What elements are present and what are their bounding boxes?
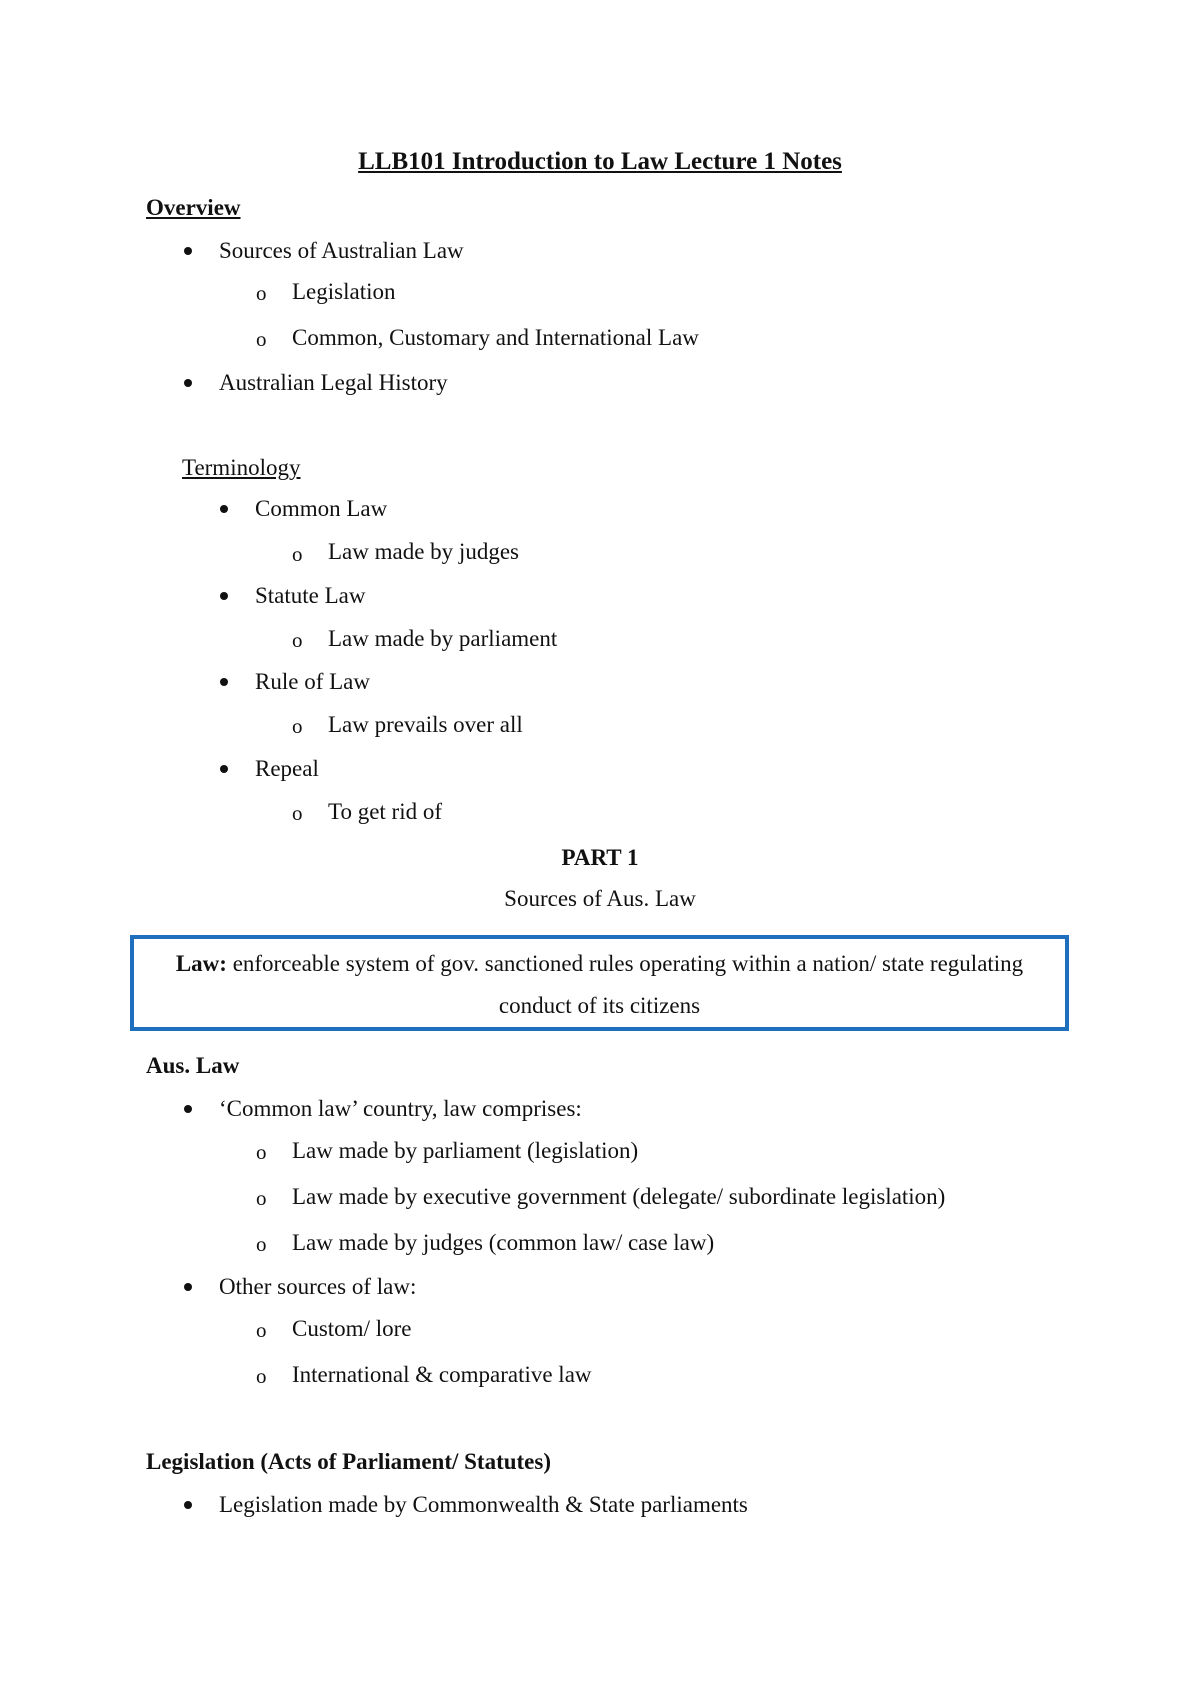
aus-law-subitem: International & comparative law	[292, 1362, 592, 1387]
sub-bullet-icon: o	[292, 542, 303, 566]
sub-bullet-icon: o	[256, 1318, 267, 1342]
aus-law-subitem: Law made by judges (common law/ case law)	[292, 1230, 715, 1255]
aus-law-item: ‘Common law’ country, law comprises:	[219, 1096, 582, 1121]
legislation-heading: Legislation (Acts of Parliament/ Statutes)	[146, 1449, 551, 1474]
bullet-icon	[184, 1105, 192, 1113]
sub-bullet-icon: o	[256, 1232, 267, 1256]
overview-heading: Overview	[146, 195, 241, 220]
terminology-term: Repeal	[255, 756, 319, 781]
bullet-icon	[220, 592, 228, 600]
definition-line	[134, 943, 1065, 985]
sub-bullet-icon: o	[292, 714, 303, 738]
terminology-definition: Law made by judges	[328, 539, 519, 564]
bullet-icon	[220, 765, 228, 773]
terminology-term: Common Law	[255, 496, 388, 521]
document-title: LLB101 Introduction to Law Lecture 1 Notes	[358, 148, 842, 175]
part-label: PART 1	[561, 845, 639, 870]
bullet-icon	[184, 1501, 192, 1509]
overview-subitem: Legislation	[292, 279, 396, 304]
bullet-icon	[184, 247, 192, 255]
legislation-item: Legislation made by Commonwealth & State parliaments	[219, 1492, 748, 1517]
definition-line-2: conduct of its citizens	[498, 993, 701, 1018]
bullet-icon	[184, 1283, 192, 1291]
sub-bullet-icon: o	[292, 628, 303, 652]
bullet-icon	[220, 678, 228, 686]
terminology-definition: To get rid of	[328, 799, 443, 824]
definition-box	[130, 935, 1069, 1031]
sub-bullet-icon: o	[256, 1186, 267, 1210]
terminology-term: Statute Law	[255, 583, 366, 608]
sub-bullet-icon: o	[256, 327, 267, 351]
terminology-definition: Law made by parliament	[328, 626, 558, 651]
overview-subitem: Common, Customary and International Law	[292, 325, 699, 350]
part-subtitle: Sources of Aus. Law	[504, 886, 696, 911]
terminology-term: Rule of Law	[255, 669, 370, 694]
definition-text: enforceable system of gov. sanctioned rules operating within a nation/ state regulating	[232, 951, 1024, 976]
aus-law-subitem: Custom/ lore	[292, 1316, 412, 1341]
sub-bullet-icon: o	[256, 1364, 267, 1388]
sub-bullet-icon: o	[256, 281, 267, 305]
aus-law-item: Other sources of law:	[219, 1274, 417, 1299]
aus-law-subitem: Law made by executive government (delegate/ subordinate legislation)	[292, 1184, 946, 1209]
overview-item: Australian Legal History	[219, 370, 448, 395]
bullet-icon	[220, 505, 228, 513]
terminology-definition: Law prevails over all	[328, 712, 523, 737]
aus-law-heading: Aus. Law	[146, 1053, 240, 1078]
terminology-heading: Terminology	[182, 455, 301, 480]
sub-bullet-icon: o	[292, 801, 303, 825]
bullet-icon	[184, 379, 192, 387]
definition-term: Law:	[175, 951, 227, 976]
sub-bullet-icon: o	[256, 1140, 267, 1164]
aus-law-subitem: Law made by parliament (legislation)	[292, 1138, 639, 1163]
overview-item: Sources of Australian Law	[219, 238, 464, 263]
